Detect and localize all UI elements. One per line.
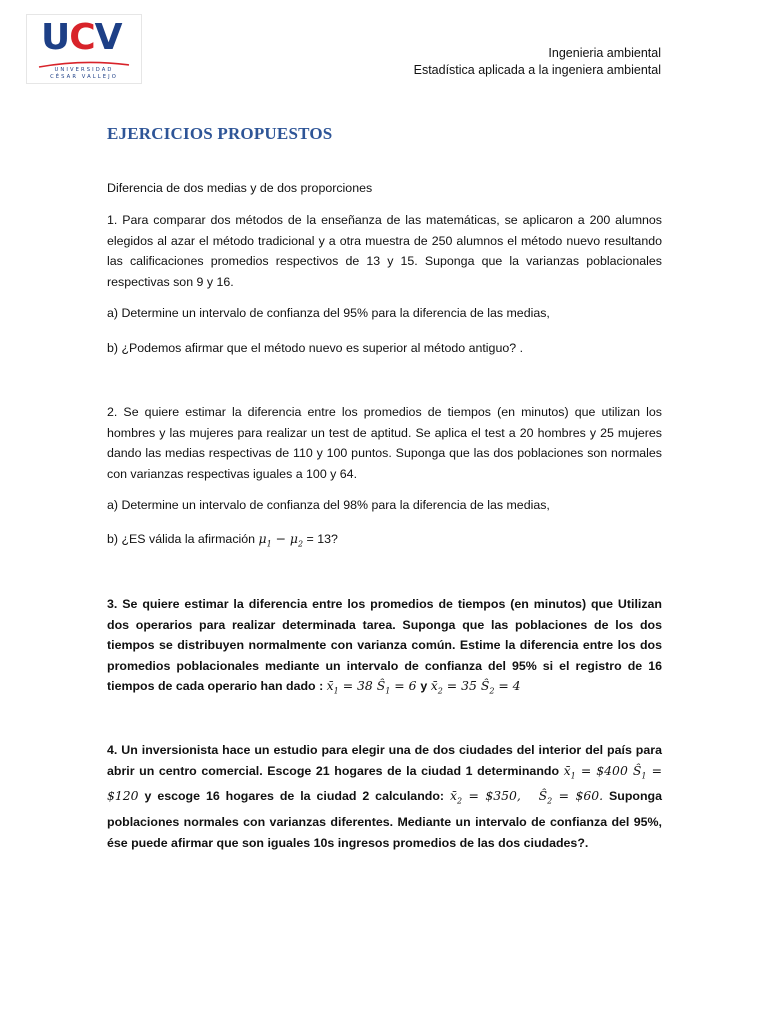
exercise-4-text: 4. Un inversionista hace un estudio para elegir una de dos ciudades del interior del país para abrir un centro comercial. Escoge 21 hogares de la ciudad 1 determinando $x̄_1$ = $400 $Ŝ_1$ = $120 y escoge 16 hogares de la ciudad 2 calculando: $x̄_2$ = $350, $Ŝ_2$ = $60. Suponga poblaciones normales con varianzas diferentes. Mediante un intervalo de confianza del 95%, ése puede afirmar que son iguales 10s ingresos promedios de las dos ciudades?. (107, 743, 663, 850)
section-subtitle: Diferencia de dos medias y de dos proporciones (107, 181, 373, 195)
formula-s2: $Ŝ_2$ (480, 678, 495, 696)
formula-x2-ex4: $x̄_2$ (449, 788, 463, 806)
formula-x1: $x̄_1$ (326, 678, 339, 696)
formula-x1-ex4: $x̄_1$ (563, 762, 576, 780)
mu-difference-formula: $\mu_1 - \mu_2$ (258, 531, 304, 549)
formula-x2: $x̄_2$ (430, 678, 443, 696)
exercise-2-text: 2. Se quiere estimar la diferencia entre los promedios de tiempos (en minutos) que utilizan los hombres y las mujeres para realizar un test de aptitud. Se aplica el test a 20 hombres y 25 mujeres dando las medias respectivas de 110 y 100 puntos. Suponga que las dos poblaciones son normales con varianzas respectivas iguales a 100 y 64. (107, 405, 662, 481)
exercise-3-text: 3. Se quiere estimar la diferencia entre los promedios de tiempos (en minutos) que Utilizan dos operarios para realizar determinada tarea. Suponga que las poblaciones de los dos tiempos se distribuyen normalmente con varianza común. Estime la diferencia entre los dos promedios poblacionales mediante un intervalo de confianza del 95% si el registro de 16 tiempos de cada operario han dado : $x̄_1 = 38$ $Ŝ_1 = 6$ y $x̄_2 = 35$ $Ŝ_2 = 4$ (107, 597, 662, 696)
logo-wordmark: UCV (41, 17, 122, 58)
university-logo (26, 14, 142, 84)
formula-s1-ex4: $Ŝ_1$ (632, 762, 647, 780)
header-line2: Estadística aplicada a la ingeniera ambiental (413, 63, 661, 77)
exercise-2-question-b: b) ¿ES válida la afirmación $\mu_1 - \mu_2 = 13$? (107, 531, 338, 549)
page-title: EJERCICIOS PROPUESTOS (107, 124, 333, 143)
exercise-1-text: 1. Para comparar dos métodos de la enseñanza de las matemáticas, se aplicaron a 200 alumnos elegidos al azar el método tradicional y a otra muestra de 250 alumnos el método nuevo resultando las calificaciones promedios respectivos de 13 y 15. Suponga que la varianzas poblacionales respectivas son 9 y 16. (107, 213, 662, 289)
exercise-1-question-b: b) ¿Podemos afirmar que el método nuevo es superior al método antiguo? . (107, 341, 524, 355)
header-line1: Ingenieria ambiental (548, 46, 661, 60)
document-header (414, 45, 661, 79)
formula-s1: $Ŝ_1$ (376, 678, 391, 696)
logo-line2: CÉSAR VALLEJO (50, 74, 118, 80)
exercise-1-question-a: a) Determine un intervalo de confianza del 95% para la diferencia de las medias, (107, 306, 550, 320)
formula-s2-ex4: $Ŝ_2$ (538, 788, 553, 806)
logo-line1: UNIVERSIDAD (54, 67, 114, 73)
exercise-2-question-a: a) Determine un intervalo de confianza del 98% para la diferencia de las medias, (107, 498, 550, 512)
